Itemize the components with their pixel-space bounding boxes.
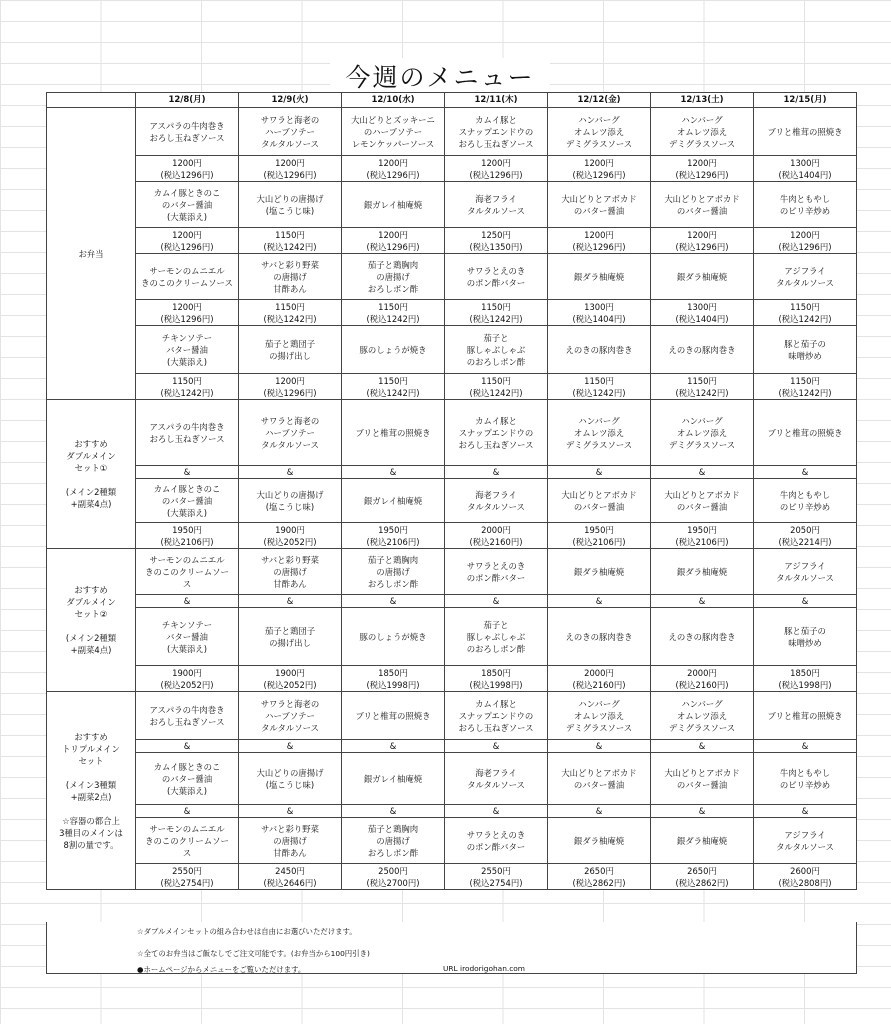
dish-cell: 牛肉ともやし のピリ辛炒め xyxy=(754,753,857,805)
price-cell: 1200円 (税込1296円) xyxy=(548,156,651,182)
dish-cell: カムイ豚ときのこ のバター醤油 (大葉添え) xyxy=(136,753,239,805)
combo-separator: & xyxy=(754,466,857,479)
combo-separator: & xyxy=(342,805,445,818)
dish-cell: 茄子と鶏胸肉 の唐揚げ おろしポン酢 xyxy=(342,818,445,864)
note-double-set: ☆ダブルメインセットの組み合わせは自由にお選びいただけます。 xyxy=(137,927,357,936)
price-cell: 1900円 (税込2052円) xyxy=(239,666,342,692)
dish-cell: カムイ豚と スナップエンドウの おろし玉ねぎソース xyxy=(445,692,548,740)
dish-cell: ブリと椎茸の照焼き xyxy=(754,692,857,740)
dish-cell: アジフライ タルタルソース xyxy=(754,818,857,864)
combo-separator: & xyxy=(239,466,342,479)
dish-cell: アジフライ タルタルソース xyxy=(754,549,857,595)
dish-cell: 大山どりとアボカド のバター醤油 xyxy=(548,182,651,228)
combo-separator: & xyxy=(548,595,651,608)
dish-cell: 大山どりとアボカド のバター醤油 xyxy=(548,753,651,805)
dish-cell: えのきの豚肉巻き xyxy=(548,326,651,374)
dish-cell: 大山どりとアボカド のバター醤油 xyxy=(548,479,651,523)
dish-cell: 海老フライ タルタルソース xyxy=(445,753,548,805)
menu-row-dish xyxy=(47,326,857,374)
dish-cell: 豚のしょうが焼き xyxy=(342,326,445,374)
menu-row-amp xyxy=(47,805,857,818)
menu-row-price xyxy=(47,523,857,549)
day-header: 12/10(水) xyxy=(342,93,445,108)
price-cell: 1150円 (税込1242円) xyxy=(445,374,548,400)
dish-cell: サバと彩り野菜 の唐揚げ 甘酢あん xyxy=(239,549,342,595)
menu-row-price xyxy=(47,156,857,182)
day-header: 12/8(月) xyxy=(136,93,239,108)
dish-cell: 茄子と 豚しゃぶしゃぶ のおろしポン酢 xyxy=(445,326,548,374)
price-cell: 1200円 (税込1296円) xyxy=(342,156,445,182)
dish-cell: サーモンのムニエル きのこのクリームソー ス xyxy=(136,818,239,864)
section-label: おすすめ ダブルメイン セット② (メイン2種類 +副菜4点) xyxy=(47,549,136,692)
price-cell: 1150円 (税込1242円) xyxy=(239,228,342,254)
price-cell: 1150円 (税込1242円) xyxy=(445,300,548,326)
combo-separator: & xyxy=(651,466,754,479)
price-cell: 1850円 (税込1998円) xyxy=(445,666,548,692)
combo-separator: & xyxy=(651,595,754,608)
price-cell: 1200円 (税込1296円) xyxy=(548,228,651,254)
menu-row-dish xyxy=(47,108,857,156)
dish-cell: チキンソテー バター醤油 (大葉添え) xyxy=(136,326,239,374)
combo-separator: & xyxy=(342,740,445,753)
menu-row-price xyxy=(47,666,857,692)
dish-cell: サバと彩り野菜 の唐揚げ 甘酢あん xyxy=(239,254,342,300)
price-cell: 2000円 (税込2160円) xyxy=(445,523,548,549)
dish-cell: えのきの豚肉巻き xyxy=(651,326,754,374)
dish-cell: ブリと椎茸の照焼き xyxy=(342,692,445,740)
dish-cell: アスパラの牛肉巻き おろし玉ねぎソース xyxy=(136,692,239,740)
menu-row-dish xyxy=(47,549,857,595)
price-cell: 1150円 (税込1242円) xyxy=(342,300,445,326)
price-cell: 2600円 (税込2808円) xyxy=(754,864,857,890)
combo-separator: & xyxy=(651,805,754,818)
price-cell: 1950円 (税込2106円) xyxy=(136,523,239,549)
price-cell: 1200円 (税込1296円) xyxy=(239,374,342,400)
price-cell: 1850円 (税込1998円) xyxy=(342,666,445,692)
dish-cell: サワラとえのき のポン酢バター xyxy=(445,549,548,595)
combo-separator: & xyxy=(239,740,342,753)
dish-cell: 大山どりの唐揚げ (塩こうじ味) xyxy=(239,753,342,805)
dish-cell: カムイ豚と スナップエンドウの おろし玉ねぎソース xyxy=(445,400,548,466)
price-cell: 1200円 (税込1296円) xyxy=(651,156,754,182)
day-header: 12/11(木) xyxy=(445,93,548,108)
combo-separator: & xyxy=(445,595,548,608)
dish-cell: 豚と茄子の 味噌炒め xyxy=(754,608,857,666)
price-cell: 1200円 (税込1296円) xyxy=(651,228,754,254)
combo-separator: & xyxy=(136,595,239,608)
combo-separator: & xyxy=(342,466,445,479)
price-cell: 2650円 (税込2862円) xyxy=(651,864,754,890)
dish-cell: 銀ガレイ柚庵焼 xyxy=(342,753,445,805)
price-cell: 1300円 (税込1404円) xyxy=(651,300,754,326)
dish-cell: 茄子と鶏胸肉 の唐揚げ おろしポン酢 xyxy=(342,254,445,300)
section-label: お弁当 xyxy=(47,108,136,400)
menu-table xyxy=(46,92,857,890)
price-cell: 1200円 (税込1296円) xyxy=(754,228,857,254)
dish-cell: ハンバーグ オムレツ添え デミグラスソース xyxy=(651,400,754,466)
dish-cell: アスパラの牛肉巻き おろし玉ねぎソース xyxy=(136,400,239,466)
dish-cell: 銀ガレイ柚庵焼 xyxy=(342,182,445,228)
price-cell: 2550円 (税込2754円) xyxy=(136,864,239,890)
combo-separator: & xyxy=(342,595,445,608)
dish-cell: 牛肉ともやし のピリ辛炒め xyxy=(754,182,857,228)
dish-cell: サーモンのムニエル きのこのクリームソー ス xyxy=(136,549,239,595)
price-cell: 1150円 (税込1242円) xyxy=(754,300,857,326)
menu-row-amp xyxy=(47,740,857,753)
dish-cell: 茄子と鶏団子 の揚げ出し xyxy=(239,608,342,666)
combo-separator: & xyxy=(548,740,651,753)
combo-separator: & xyxy=(445,805,548,818)
price-cell: 1200円 (税込1296円) xyxy=(136,228,239,254)
dish-cell: 海老フライ タルタルソース xyxy=(445,479,548,523)
price-cell: 1250円 (税込1350円) xyxy=(445,228,548,254)
dish-cell: アジフライ タルタルソース xyxy=(754,254,857,300)
dish-cell: 銀ダラ柚庵焼 xyxy=(548,549,651,595)
menu-body xyxy=(47,108,857,890)
price-cell: 1150円 (税込1242円) xyxy=(136,374,239,400)
combo-separator: & xyxy=(548,805,651,818)
dish-cell: えのきの豚肉巻き xyxy=(651,608,754,666)
dish-cell: サワラと海老の ハーブソテー タルタルソース xyxy=(239,692,342,740)
combo-separator: & xyxy=(548,466,651,479)
price-cell: 2500円 (税込2700円) xyxy=(342,864,445,890)
price-cell: 1200円 (税込1296円) xyxy=(136,300,239,326)
footer-notes xyxy=(46,922,857,974)
dish-cell: ハンバーグ オムレツ添え デミグラスソース xyxy=(548,400,651,466)
price-cell: 1150円 (税込1242円) xyxy=(239,300,342,326)
price-cell: 1200円 (税込1296円) xyxy=(136,156,239,182)
combo-separator: & xyxy=(445,740,548,753)
header-row xyxy=(47,93,857,108)
menu-row-dish xyxy=(47,400,857,466)
menu-row-dish xyxy=(47,818,857,864)
price-cell: 1950円 (税込2106円) xyxy=(651,523,754,549)
price-cell: 1900円 (税込2052円) xyxy=(136,666,239,692)
dish-cell: チキンソテー バター醤油 (大葉添え) xyxy=(136,608,239,666)
dish-cell: 銀ダラ柚庵焼 xyxy=(651,818,754,864)
menu-row-dish xyxy=(47,182,857,228)
dish-cell: ハンバーグ オムレツ添え デミグラスソース xyxy=(548,108,651,156)
day-header: 12/15(月) xyxy=(754,93,857,108)
dish-cell: 銀ダラ柚庵焼 xyxy=(548,254,651,300)
menu-row-price xyxy=(47,374,857,400)
menu-row-price xyxy=(47,300,857,326)
dish-cell: 銀ダラ柚庵焼 xyxy=(651,549,754,595)
dish-cell: 豚と茄子の 味噌炒め xyxy=(754,326,857,374)
combo-separator: & xyxy=(754,740,857,753)
dish-cell: 銀ダラ柚庵焼 xyxy=(651,254,754,300)
price-cell: 1200円 (税込1296円) xyxy=(239,156,342,182)
price-cell: 2450円 (税込2646円) xyxy=(239,864,342,890)
note-no-rice: ☆全てのお弁当はご飯なしでご注文可能です。(お弁当から100円引き) xyxy=(137,949,370,958)
header-corner xyxy=(47,93,136,108)
page-title: 今週のメニュー xyxy=(330,58,550,94)
combo-separator: & xyxy=(239,805,342,818)
menu-row-dish xyxy=(47,692,857,740)
menu-row-dish xyxy=(47,479,857,523)
note-homepage: ●ホームページからメニューをご覧いただけます。 xyxy=(137,965,306,974)
dish-cell: サワラと海老の ハーブソテー タルタルソース xyxy=(239,108,342,156)
dish-cell: ブリと椎茸の照焼き xyxy=(754,108,857,156)
menu-row-dish xyxy=(47,608,857,666)
dish-cell: サワラと海老の ハーブソテー タルタルソース xyxy=(239,400,342,466)
price-cell: 1200円 (税込1296円) xyxy=(445,156,548,182)
dish-cell: 茄子と鶏団子 の揚げ出し xyxy=(239,326,342,374)
site-url: URL irodorigohan.com xyxy=(443,964,526,973)
price-cell: 1150円 (税込1242円) xyxy=(342,374,445,400)
dish-cell: 牛肉ともやし のピリ辛炒め xyxy=(754,479,857,523)
dish-cell: サワラとえのき のポン酢バター xyxy=(445,254,548,300)
day-header: 12/12(金) xyxy=(548,93,651,108)
dish-cell: 豚のしょうが焼き xyxy=(342,608,445,666)
price-cell: 1950円 (税込2106円) xyxy=(548,523,651,549)
dish-cell: サーモンのムニエル きのこのクリームソース xyxy=(136,254,239,300)
price-cell: 1850円 (税込1998円) xyxy=(754,666,857,692)
menu-row-price xyxy=(47,864,857,890)
dish-cell: 銀ダラ柚庵焼 xyxy=(548,818,651,864)
price-cell: 1950円 (税込2106円) xyxy=(342,523,445,549)
dish-cell: 大山どりとアボカド のバター醤油 xyxy=(651,479,754,523)
dish-cell: サバと彩り野菜 の唐揚げ 甘酢あん xyxy=(239,818,342,864)
dish-cell: えのきの豚肉巻き xyxy=(548,608,651,666)
day-header: 12/9(火) xyxy=(239,93,342,108)
combo-separator: & xyxy=(754,595,857,608)
dish-cell: 茄子と鶏胸肉 の唐揚げ おろしポン酢 xyxy=(342,549,445,595)
combo-separator: & xyxy=(651,740,754,753)
dish-cell: 大山どりとアボカド のバター醤油 xyxy=(651,182,754,228)
menu-row-price xyxy=(47,228,857,254)
dish-cell: ハンバーグ オムレツ添え デミグラスソース xyxy=(651,108,754,156)
price-cell: 2050円 (税込2214円) xyxy=(754,523,857,549)
dish-cell: ブリと椎茸の照焼き xyxy=(754,400,857,466)
price-cell: 1150円 (税込1242円) xyxy=(754,374,857,400)
combo-separator: & xyxy=(445,466,548,479)
section-label: おすすめ ダブルメイン セット① (メイン2種類 +副菜4点) xyxy=(47,400,136,549)
dish-cell: ブリと椎茸の照焼き xyxy=(342,400,445,466)
price-cell: 1200円 (税込1296円) xyxy=(342,228,445,254)
dish-cell: 銀ガレイ柚庵焼 xyxy=(342,479,445,523)
price-cell: 1300円 (税込1404円) xyxy=(548,300,651,326)
price-cell: 2550円 (税込2754円) xyxy=(445,864,548,890)
combo-separator: & xyxy=(136,466,239,479)
combo-separator: & xyxy=(239,595,342,608)
dish-cell: サワラとえのき のポン酢バター xyxy=(445,818,548,864)
dish-cell: 大山どりとアボカド のバター醤油 xyxy=(651,753,754,805)
price-cell: 2650円 (税込2862円) xyxy=(548,864,651,890)
dish-cell: 大山どりとズッキーニ のハーブソテー レモンケッパーソース xyxy=(342,108,445,156)
price-cell: 2000円 (税込2160円) xyxy=(548,666,651,692)
menu-row-dish xyxy=(47,753,857,805)
menu-row-amp xyxy=(47,466,857,479)
menu-row-amp xyxy=(47,595,857,608)
price-cell: 2000円 (税込2160円) xyxy=(651,666,754,692)
dish-cell: ハンバーグ オムレツ添え デミグラスソース xyxy=(548,692,651,740)
price-cell: 1150円 (税込1242円) xyxy=(651,374,754,400)
day-header: 12/13(土) xyxy=(651,93,754,108)
price-cell: 1300円 (税込1404円) xyxy=(754,156,857,182)
combo-separator: & xyxy=(136,805,239,818)
combo-separator: & xyxy=(754,805,857,818)
menu-row-dish xyxy=(47,254,857,300)
combo-separator: & xyxy=(136,740,239,753)
dish-cell: 大山どりの唐揚げ (塩こうじ味) xyxy=(239,182,342,228)
dish-cell: 大山どりの唐揚げ (塩こうじ味) xyxy=(239,479,342,523)
dish-cell: ハンバーグ オムレツ添え デミグラスソース xyxy=(651,692,754,740)
dish-cell: 海老フライ タルタルソース xyxy=(445,182,548,228)
dish-cell: 茄子と 豚しゃぶしゃぶ のおろしポン酢 xyxy=(445,608,548,666)
price-cell: 1900円 (税込2052円) xyxy=(239,523,342,549)
price-cell: 1150円 (税込1242円) xyxy=(548,374,651,400)
section-label: おすすめ トリプルメイン セット (メイン3種類 +副菜2点) ☆容器の都合上 3種目のメインは 8割の量です。 xyxy=(47,692,136,890)
dish-cell: カムイ豚と スナップエンドウの おろし玉ねぎソース xyxy=(445,108,548,156)
dish-cell: カムイ豚ときのこ のバター醤油 (大葉添え) xyxy=(136,479,239,523)
dish-cell: アスパラの牛肉巻き おろし玉ねぎソース xyxy=(136,108,239,156)
dish-cell: カムイ豚ときのこ のバター醤油 (大葉添え) xyxy=(136,182,239,228)
